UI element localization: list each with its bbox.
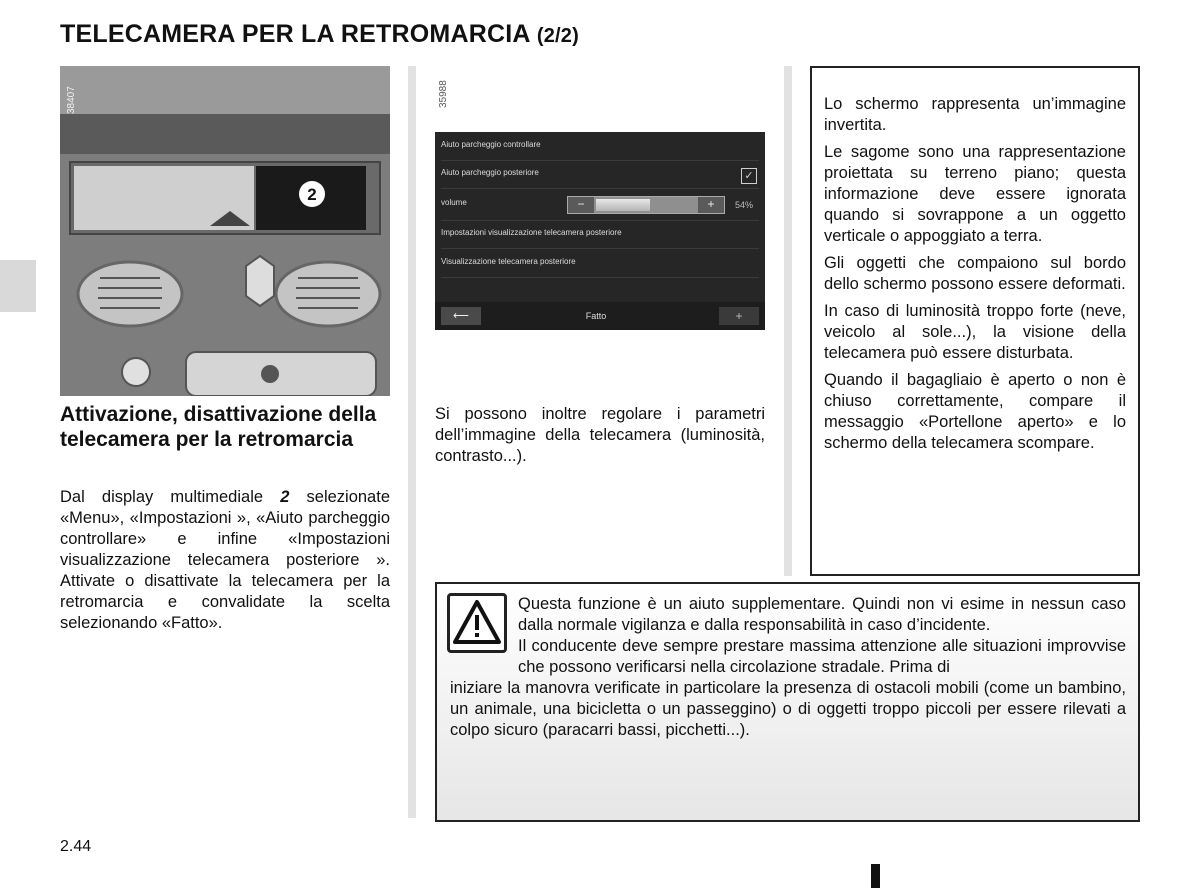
activation-paragraph <box>60 487 390 634</box>
add-button[interactable] <box>719 307 759 325</box>
back-button[interactable] <box>441 307 481 325</box>
setting-label: Aiuto parcheggio posteriore <box>441 168 539 177</box>
title-part: (2/2) <box>536 25 579 47</box>
page-title <box>60 20 579 49</box>
info-paragraph: Quando il bagagliaio è aperto o non è chiuso correttamente, compare il messaggio «Portellone aperto» e lo schermo della telecamera scompare. <box>824 371 1126 452</box>
adjustment-paragraph: Si possono inoltre regolare i parametri dell’immagine della telecamera (luminosità, contrasto...). <box>435 405 765 465</box>
setting-label: volume <box>441 198 467 207</box>
warning-line: iniziare la manovra verificate in particolare la presenza di ostacoli mobili (come un bambino, un animale, una bicicletta o un passeggino) o di oggetti troppo piccoli per essere rilevati a colpo sicuro (paracarri bassi, picchetti...). <box>450 679 1126 739</box>
column-separator <box>408 66 416 818</box>
volume-percent: 54% <box>735 200 754 210</box>
setting-row[interactable] <box>441 249 759 278</box>
warning-text <box>450 594 1126 741</box>
figure-code: 35988 <box>438 80 449 108</box>
setting-row[interactable] <box>441 220 759 249</box>
chapter-tab <box>0 260 36 312</box>
done-button[interactable]: Fatto <box>585 311 607 321</box>
volume-slider[interactable] <box>567 196 725 214</box>
arrow-left-icon: ⟵ <box>453 310 469 322</box>
page-edge-mark <box>871 864 880 888</box>
info-paragraph: In caso di luminosità troppo forte (neve, veicolo al sole...), la visione della telecamera può essere disturbata. <box>824 302 1126 362</box>
figure-code: 38407 <box>66 86 77 114</box>
page-number: 2.44 <box>60 838 92 855</box>
setting-row[interactable] <box>441 132 759 161</box>
plus-icon: + <box>735 309 743 323</box>
dashboard-drawing <box>60 66 390 396</box>
callout-reference: 2 <box>280 488 290 506</box>
para-text: selezionate «Menu», «Impostazioni », «Aiuto parcheggio controllare» e infine «Impostazioni visualizzazione telecamera posteriore ». Attivate o disattivate la telecamera per la retromarcia e convalidate la scelta selezionando «Fatto». <box>60 488 390 632</box>
setting-label: Impostazioni visualizzazione telecamera posteriore <box>441 228 622 237</box>
dashboard-illustration <box>60 66 390 396</box>
info-box-text <box>824 94 1126 460</box>
setting-row[interactable] <box>441 160 759 189</box>
warning-line: Questa funzione è un aiuto supplementare. Quindi non vi esime in nessun caso dalla normale vigilanza e dalla responsabilità in caso d’incidente. <box>518 595 1126 634</box>
setting-label: Aiuto parcheggio controllare <box>441 140 541 149</box>
rear-parking-checkbox[interactable]: ✓ <box>741 168 757 184</box>
volume-plus-button[interactable]: + <box>698 197 724 213</box>
title-text: TELECAMERA PER LA RETROMARCIA <box>60 20 530 48</box>
para-text: Dal display multimediale <box>60 488 281 506</box>
warning-line: Il conducente deve sempre prestare massima attenzione alle situazioni improvvise che possono verificarsi nella circolazione stradale. Prima di <box>518 637 1126 676</box>
screen-bottom-bar <box>435 302 765 330</box>
volume-level-fill <box>596 199 650 211</box>
volume-minus-button[interactable]: − <box>568 197 594 213</box>
info-paragraph: Le sagome sono una rappresentazione proiettata su terreno piano; questa informazione deve essere ignorata quando si sovrappone a un oggetto verticale o appoggiato a terra. <box>824 143 1126 245</box>
callout-2-label: 2 <box>307 185 317 204</box>
info-paragraph: Lo schermo rappresenta un’immagine invertita. <box>824 95 1126 134</box>
camera-settings-screen <box>435 132 765 330</box>
setting-label: Visualizzazione telecamera posteriore <box>441 257 576 266</box>
info-paragraph: Gli oggetti che compaiono sul bordo dello schermo possono essere deformati. <box>824 254 1126 293</box>
section-heading: Attivazione, disattivazione della telecamera per la retromarcia <box>60 403 377 451</box>
column-separator <box>784 66 792 576</box>
